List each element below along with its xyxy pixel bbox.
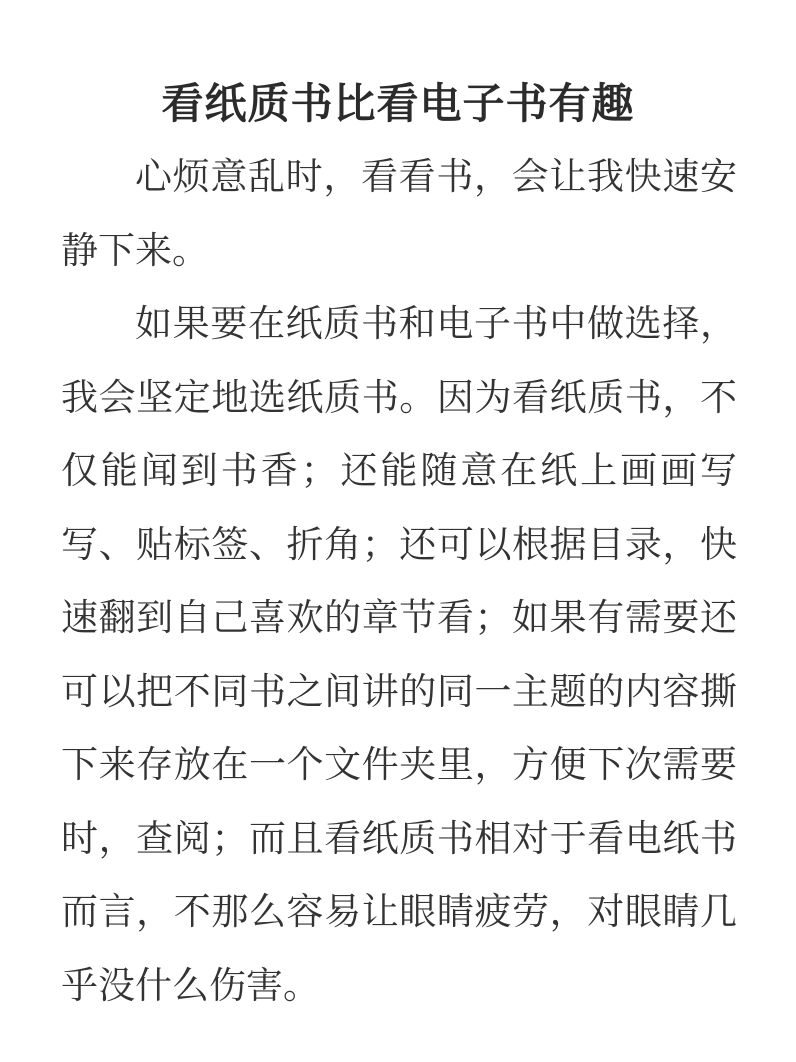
article-body	[61, 140, 737, 1022]
paragraph-1: 心烦意乱时，看看书，会让我快速安静下来。	[61, 155, 737, 272]
article-title: 看纸质书比看电子书有趣	[161, 79, 635, 129]
paragraph-2: 如果要在纸质书和电子书中做选择，我会坚定地选纸质书。因为看纸质书，不仅能闻到书香；还能随意在纸上画画写写、贴标签、折角；还可以根据目录，快速翻到自己喜欢的章节看；如果有需要还可以把不同书之间讲的同一主题的内容撕下来存放在一个文件夹里，方便下次需要时，查阅；而且看纸质书相对于看电纸书而言，不那么容易让眼睛疲劳，对眼睛几乎没什么伤害。	[61, 302, 737, 1007]
